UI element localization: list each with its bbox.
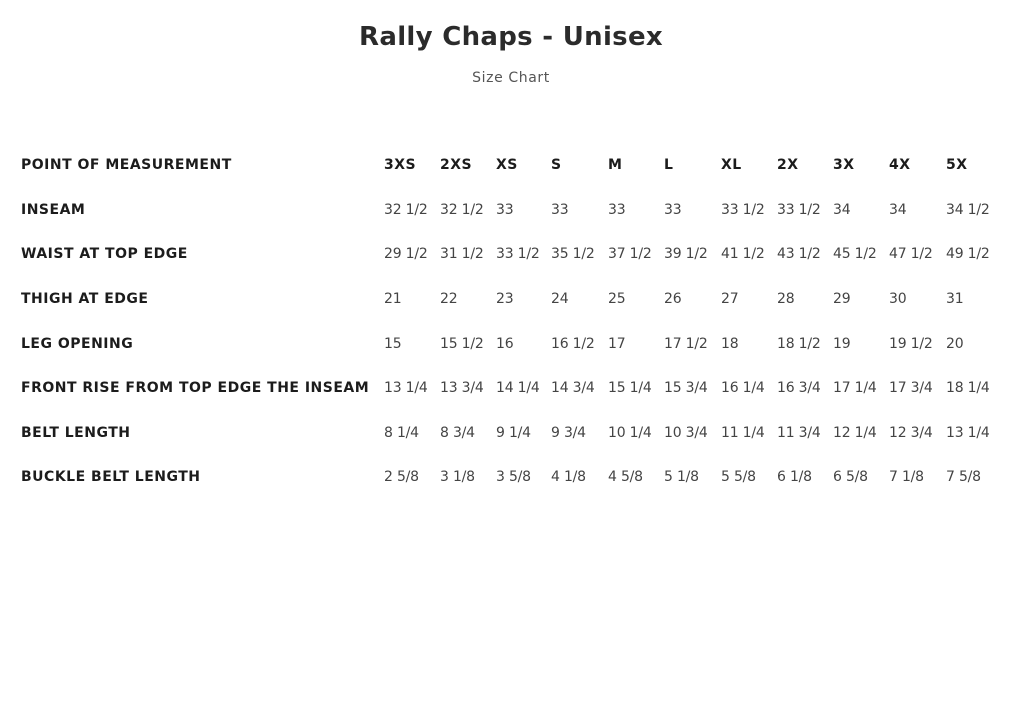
measurement-cell: 14 1/4: [496, 380, 540, 397]
measurement-cell: 24: [551, 291, 569, 308]
measurement-cell: 33 1/2: [777, 201, 821, 218]
table-header-row: [21, 143, 1006, 188]
size-header-cell: 3X: [833, 157, 855, 174]
measurement-cell: 33 1/2: [721, 201, 765, 218]
measurement-cell: 23: [496, 291, 514, 308]
table-row: [21, 411, 1006, 456]
measurement-cell: 32 1/2: [384, 201, 428, 218]
measurement-cell: 29 1/2: [384, 246, 428, 263]
size-header-cell: 5X: [946, 157, 968, 174]
table-row: [21, 188, 1006, 233]
measurement-cell: 27: [721, 291, 739, 308]
measurement-cell: 39 1/2: [664, 246, 708, 263]
measurement-cell: 5 5/8: [721, 469, 756, 486]
measurement-cell: 15 3/4: [664, 380, 708, 397]
measurement-cell: 15: [384, 335, 402, 352]
measurement-cell: 16 1/4: [721, 380, 765, 397]
measurement-cell: 22: [440, 291, 458, 308]
measurement-cell: 10 3/4: [664, 424, 708, 441]
measurement-cell: 9 3/4: [551, 424, 586, 441]
measurement-cell: 6 5/8: [833, 469, 868, 486]
measurement-cell: 4 5/8: [608, 469, 643, 486]
measurement-cell: 30: [889, 291, 907, 308]
row-label: LEG OPENING: [21, 335, 134, 352]
measurement-cell: 18 1/4: [946, 380, 990, 397]
measurement-cell: 15 1/4: [608, 380, 652, 397]
measurement-cell: 2 5/8: [384, 469, 419, 486]
measurement-cell: 19: [833, 335, 851, 352]
measurement-cell: 28: [777, 291, 795, 308]
measurement-cell: 12 1/4: [833, 424, 877, 441]
measurement-cell: 31 1/2: [440, 246, 484, 263]
measurement-cell: 16: [496, 335, 514, 352]
size-header-cell: 2XS: [440, 157, 473, 174]
measurement-cell: 16 3/4: [777, 380, 821, 397]
row-label: THIGH AT EDGE: [21, 291, 149, 308]
measurement-cell: 45 1/2: [833, 246, 877, 263]
measurement-cell: 13 1/4: [384, 380, 428, 397]
page-title: Rally Chaps - Unisex: [359, 22, 663, 52]
measurement-cell: 17 3/4: [889, 380, 933, 397]
measurement-cell: 20: [946, 335, 964, 352]
measurement-cell: 17: [608, 335, 626, 352]
measurement-cell: 6 1/8: [777, 469, 812, 486]
measurement-cell: 3 5/8: [496, 469, 531, 486]
table-row: [21, 277, 1006, 322]
measurement-cell: 5 1/8: [664, 469, 699, 486]
row-label: INSEAM: [21, 201, 86, 218]
measurement-cell: 19 1/2: [889, 335, 933, 352]
measurement-cell: 29: [833, 291, 851, 308]
measurement-cell: 3 1/8: [440, 469, 475, 486]
table-row: [21, 321, 1006, 366]
size-chart-table: [21, 143, 1006, 500]
table-row: [21, 232, 1006, 277]
table-row: [21, 366, 1006, 411]
measurement-cell: 25: [608, 291, 626, 308]
row-label: BUCKLE BELT LENGTH: [21, 469, 201, 486]
measurement-cell: 18: [721, 335, 739, 352]
measurement-cell: 8 3/4: [440, 424, 475, 441]
measurement-cell: 34: [833, 201, 851, 218]
measurement-cell: 31: [946, 291, 964, 308]
measurement-cell: 26: [664, 291, 682, 308]
measurement-cell: 33: [608, 201, 626, 218]
measurement-cell: 41 1/2: [721, 246, 765, 263]
size-header-cell: 4X: [889, 157, 911, 174]
size-header-cell: XL: [721, 157, 742, 174]
measurement-cell: 11 3/4: [777, 424, 821, 441]
measurement-cell: 13 1/4: [946, 424, 990, 441]
measurement-cell: 16 1/2: [551, 335, 595, 352]
measurement-cell: 49 1/2: [946, 246, 990, 263]
size-header-cell: 3XS: [384, 157, 417, 174]
measurement-cell: 4 1/8: [551, 469, 586, 486]
table-row: [21, 455, 1006, 500]
measurement-cell: 11 1/4: [721, 424, 765, 441]
measurement-cell: 34: [889, 201, 907, 218]
row-label: POINT OF MEASUREMENT: [21, 157, 232, 174]
measurement-cell: 7 1/8: [889, 469, 924, 486]
row-label: BELT LENGTH: [21, 424, 131, 441]
measurement-cell: 7 5/8: [946, 469, 981, 486]
measurement-cell: 33: [551, 201, 569, 218]
size-header-cell: XS: [496, 157, 518, 174]
size-header-cell: 2X: [777, 157, 799, 174]
measurement-cell: 12 3/4: [889, 424, 933, 441]
measurement-cell: 35 1/2: [551, 246, 595, 263]
measurement-cell: 10 1/4: [608, 424, 652, 441]
row-label: FRONT RISE FROM TOP EDGE THE INSEAM: [21, 380, 370, 397]
size-header-cell: L: [664, 157, 674, 174]
measurement-cell: 21: [384, 291, 402, 308]
measurement-cell: 47 1/2: [889, 246, 933, 263]
measurement-cell: 8 1/4: [384, 424, 419, 441]
measurement-cell: 14 3/4: [551, 380, 595, 397]
measurement-cell: 15 1/2: [440, 335, 484, 352]
measurement-cell: 13 3/4: [440, 380, 484, 397]
measurement-cell: 17 1/2: [664, 335, 708, 352]
measurement-cell: 43 1/2: [777, 246, 821, 263]
measurement-cell: 33 1/2: [496, 246, 540, 263]
measurement-cell: 9 1/4: [496, 424, 531, 441]
measurement-cell: 33: [496, 201, 514, 218]
measurement-cell: 37 1/2: [608, 246, 652, 263]
measurement-cell: 33: [664, 201, 682, 218]
measurement-cell: 17 1/4: [833, 380, 877, 397]
size-header-cell: S: [551, 157, 562, 174]
measurement-cell: 34 1/2: [946, 201, 990, 218]
measurement-cell: 18 1/2: [777, 335, 821, 352]
page-subtitle: Size Chart: [472, 70, 550, 86]
row-label: WAIST AT TOP EDGE: [21, 246, 188, 263]
measurement-cell: 32 1/2: [440, 201, 484, 218]
size-header-cell: M: [608, 157, 623, 174]
